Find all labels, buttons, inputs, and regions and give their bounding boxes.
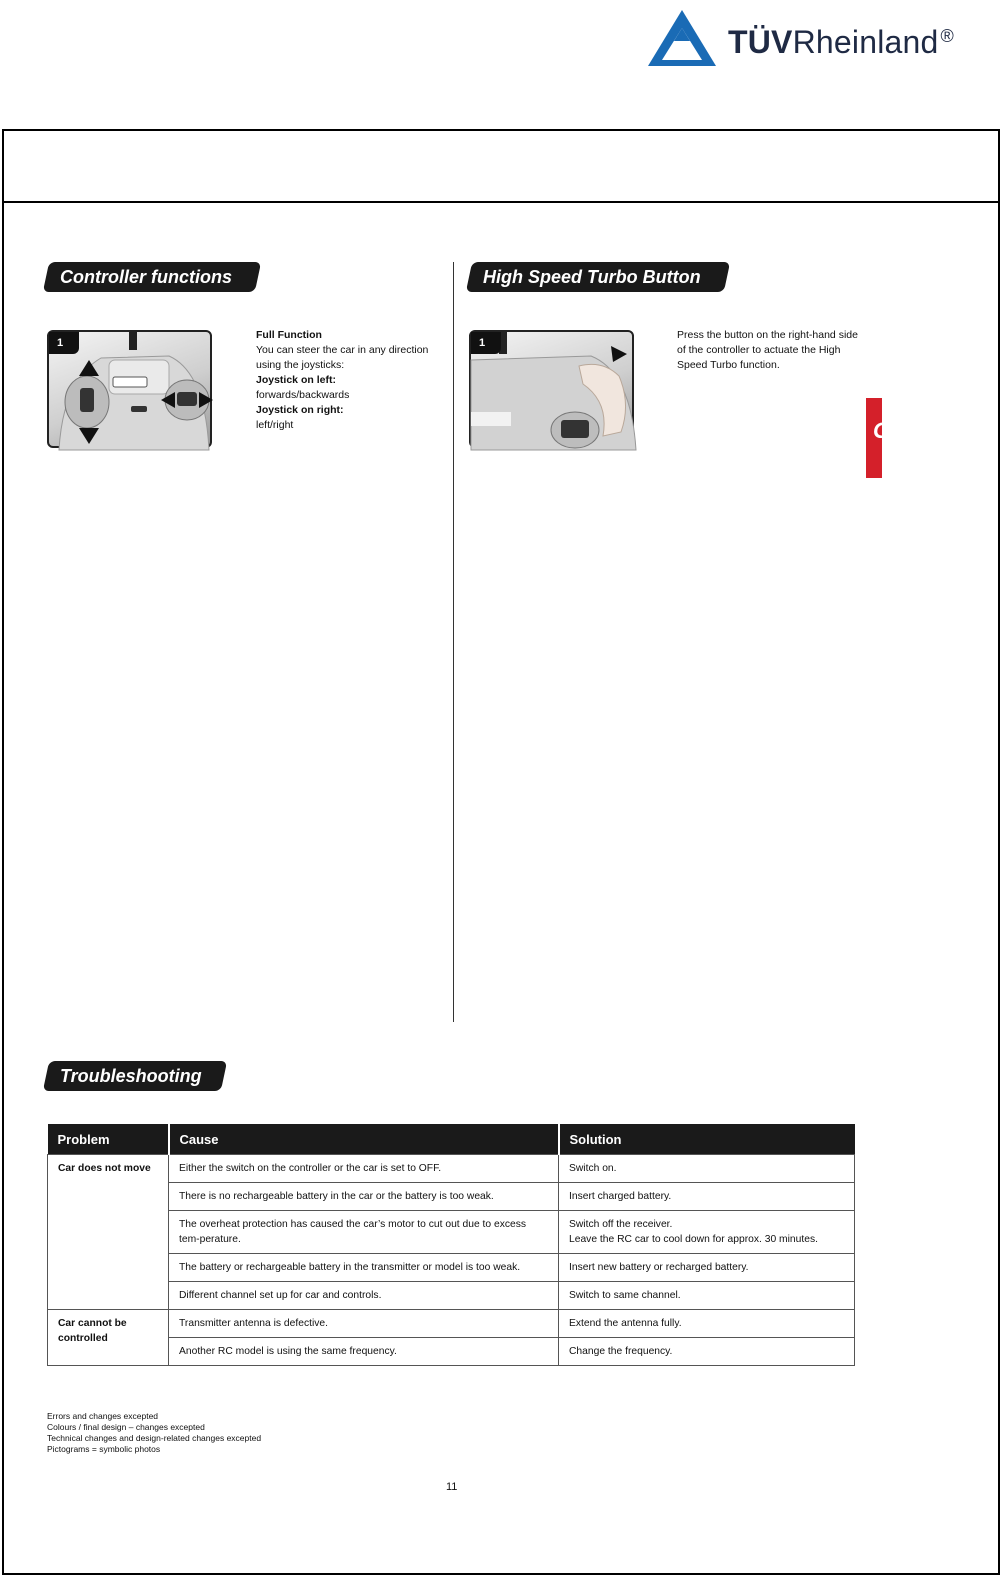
controller-figure	[47, 330, 212, 448]
header-cause: Cause	[169, 1124, 559, 1155]
table-row	[48, 1310, 855, 1338]
solution-cell: Switch on.	[559, 1155, 855, 1183]
problem-cell: Car does not move	[48, 1155, 169, 1310]
footnote-line: Errors and changes excepted	[47, 1411, 159, 1421]
turbo-figure	[469, 330, 634, 448]
solution-cell: Insert charged battery.	[559, 1183, 855, 1211]
tuv-triangle-icon	[646, 8, 718, 70]
table-row	[48, 1282, 855, 1310]
joystick-right-label: Joystick on right:	[256, 404, 344, 416]
footnote-line: Technical changes and design-related changes excepted	[47, 1433, 262, 1443]
table-header-row	[48, 1124, 855, 1155]
turbo-arrow-icon	[611, 346, 627, 362]
cause-cell: Transmitter antenna is defective.	[169, 1310, 559, 1338]
tuv-rheinland-logo	[646, 8, 976, 70]
logo-text: TÜVRheinland ®	[728, 24, 954, 60]
page-number: 11	[446, 1481, 458, 1493]
cause-cell: Either the switch on the controller or the car is set to OFF.	[169, 1155, 559, 1183]
cause-cell: The overheat protection has caused the car’s motor to cut out due to excess tem-perature.	[169, 1211, 559, 1254]
table-row	[48, 1254, 855, 1282]
solution-cell: Switch to same channel.	[559, 1282, 855, 1310]
solution-line: Leave the RC car to cool down for approx. 30 minutes.	[569, 1234, 818, 1245]
footnote-line: Colours / final design – changes excepted	[47, 1422, 205, 1432]
turbo-text-line: of the controller to actuate the High	[677, 344, 841, 356]
figure-number: 1	[49, 332, 79, 354]
joystick-right-desc: left/right	[256, 419, 294, 431]
turbo-description	[677, 328, 867, 373]
controller-text-line: You can steer the car in any direction	[256, 344, 429, 356]
column-divider	[453, 262, 454, 1022]
header-problem: Problem	[48, 1124, 169, 1155]
table-row	[48, 1211, 855, 1254]
cause-cell: The battery or rechargeable battery in the transmitter or model is too weak.	[169, 1254, 559, 1282]
cause-cell: Another RC model is using the same frequency.	[169, 1338, 559, 1366]
controller-description	[256, 328, 446, 433]
table-row	[48, 1155, 855, 1183]
frame-header-box	[4, 131, 998, 203]
turbo-text-line: Speed Turbo function.	[677, 359, 780, 371]
turbo-button-banner: High Speed Turbo Button	[466, 262, 730, 292]
table-row	[48, 1183, 855, 1211]
joystick-left-desc: forwards/backwards	[256, 389, 350, 401]
turbo-text-line: Press the button on the right-hand side	[677, 329, 858, 341]
full-function-heading: Full Function	[256, 329, 322, 341]
figure-number: 1	[471, 332, 501, 354]
solution-cell	[559, 1211, 855, 1254]
header-solution: Solution	[559, 1124, 855, 1155]
solution-cell: Extend the antenna fully.	[559, 1310, 855, 1338]
solution-cell: Change the frequency.	[559, 1338, 855, 1366]
joystick-left-label: Joystick on left:	[256, 374, 336, 386]
table-row	[48, 1338, 855, 1366]
troubleshooting-banner: Troubleshooting	[43, 1061, 227, 1091]
footnotes	[47, 1411, 261, 1455]
solution-line: Switch off the receiver.	[569, 1219, 673, 1230]
language-side-tab: G	[866, 398, 882, 478]
footnote-line: Pictograms = symbolic photos	[47, 1444, 161, 1454]
problem-cell: Car cannot be controlled	[48, 1310, 169, 1366]
troubleshooting-table	[47, 1124, 855, 1366]
controller-functions-banner: Controller functions	[43, 262, 261, 292]
controller-text-line: using the joysticks:	[256, 359, 345, 371]
solution-cell: Insert new battery or recharged battery.	[559, 1254, 855, 1282]
cause-cell: There is no rechargeable battery in the car or the battery is too weak.	[169, 1183, 559, 1211]
cause-cell: Different channel set up for car and controls.	[169, 1282, 559, 1310]
